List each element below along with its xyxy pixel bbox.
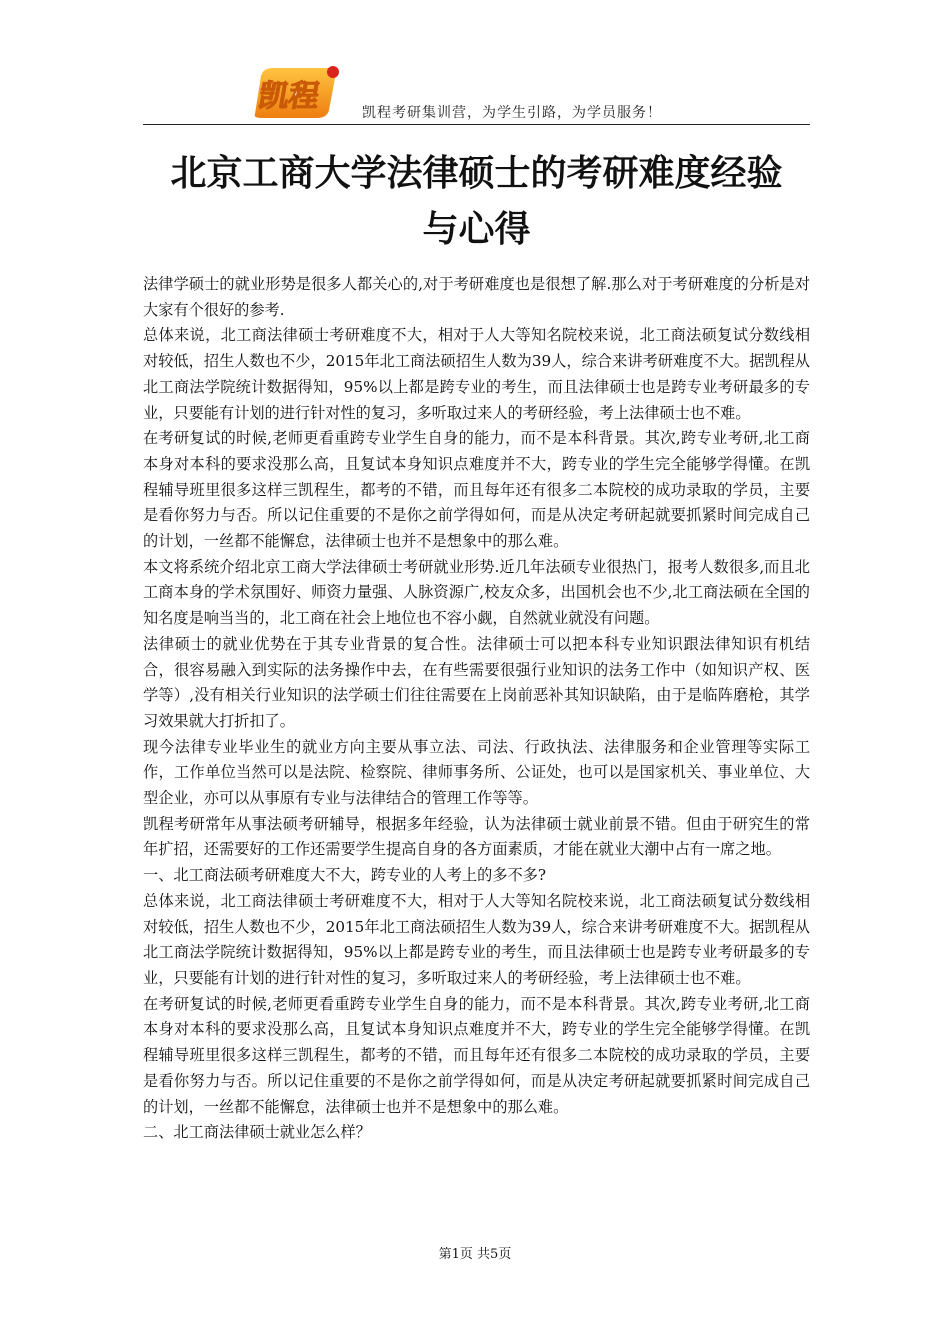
paragraph: 法律硕士的就业优势在于其专业背景的复合性。法律硕士可以把本科专业知识跟法律知识有机结合，很容易融入到实际的法务操作中去，在有些需要很强行业知识的法务工作中（如知识产权、医学等）,没有相关行业知识的法学硕士们往往需要在上岗前恶补其知识缺陷，由于是临阵磨枪，其学习效果就大打折扣了。 <box>143 634 810 730</box>
paragraph: 在考研复试的时候,老师更看重跨专业学生自身的能力，而不是本科背景。其次,跨专业考研,北工商本身对本科的要求没那么高，且复试本身知识点难度并不大，跨专业的学生完全能够学得懂。在凯程辅导班里很多这样三凯程生，都考的不错，而且每年还有很多二本院校的成功录取的学员，主要是看你努力与否。所以记住重要的不是你之前学得如何，而是从决定考研起就要抓紧时间完成自己的计划，一丝都不能懈怠，法律硕士也并不是想象中的那么难。 <box>143 994 810 1116</box>
paragraph: 本文将系统介绍北京工商大学法律硕士考研就业形势.近几年法硕专业很热门，报考人数很多,而且北工商本身的学术氛围好、师资力量强、人脉资源广,校友众多，出国机会也不少,北工商法硕在全国的知名度是响当当的，北工商在社会上地位也不容小觑，自然就业就没有问题。 <box>143 557 810 628</box>
kaicheng-logo <box>251 62 343 124</box>
page-footer <box>0 1243 950 1262</box>
paragraph: 现今法律专业毕业生的就业方向主要从事立法、司法、行政执法、法律服务和企业管理等实际工作，工作单位当然可以是法院、检察院、律师事务所、公证处，也可以是国家机关、事业单位、大型企业，亦可以从事原有专业与法律结合的管理工作等等。 <box>143 737 810 808</box>
header-divider <box>143 124 810 125</box>
paragraph: 法律学硕士的就业形势是很多人都关心的,对于考研难度也是很想了解.那么对于考研难度的分析是对大家有个很好的参考. <box>143 275 810 319</box>
paragraph: 在考研复试的时候,老师更看重跨专业学生自身的能力，而不是本科背景。其次,跨专业考研,北工商本身对本科的要求没那么高，且复试本身知识点难度并不大，跨专业的学生完全能够学得懂。在凯程辅导班里很多这样三凯程生，都考的不错，而且每年还有很多二本院校的成功录取的学员，主要是看你努力与否。所以记住重要的不是你之前学得如何，而是从决定考研起就要抓紧时间完成自己的计划，一丝都不能懈怠，法律硕士也并不是想象中的那么难。 <box>143 429 810 551</box>
logo-text: 凯程 <box>255 79 322 114</box>
page-indicator: 第1页 共5页 <box>438 1247 512 1262</box>
title-line-1: 北京工商大学法律硕士的考研难度经验 <box>170 152 783 194</box>
section-heading: 二、北工商法律硕士就业怎么样？ <box>143 1123 371 1142</box>
paragraph: 总体来说，北工商法律硕士考研难度不大，相对于人大等知名院校来说，北工商法硕复试分数线相对较低，招生人数也不少，2015年北工商法硕招生人数为39人，综合来讲考研难度不大。据凯程从北工商法学院统计数据得知，95%以上都是跨专业的考生，而且法律硕士也是跨专业考研最多的专业，只要能有计划的进行针对性的复习，多听取过来人的考研经验，考上法律硕士也不难。 <box>143 891 810 987</box>
paragraph: 总体来说，北工商法律硕士考研难度不大，相对于人大等知名院校来说，北工商法硕复试分数线相对较低，招生人数也不少，2015年北工商法硕招生人数为39人，综合来讲考研难度不大。据凯程从北工商法学院统计数据得知，95%以上都是跨专业的考生，而且法律硕士也是跨专业考研最多的专业，只要能有计划的进行针对性的复习，多听取过来人的考研经验，考上法律硕士也不难。 <box>143 326 810 422</box>
paragraph: 凯程考研常年从事法硕考研辅导，根据多年经验，认为法律硕士就业前景不错。但由于研究生的常年扩招，还需要好的工作还需要学生提高自身的各方面素质，才能在就业大潮中占有一席之地。 <box>143 814 810 859</box>
title-line-2: 与心得 <box>422 208 531 250</box>
header-tagline: 凯程考研集训营，为学生引路，为学员服务！ <box>362 105 662 121</box>
document-body <box>143 272 810 1146</box>
section-heading: 一、北工商法硕考研难度大不大，跨专业的人考上的多不多? <box>143 866 547 885</box>
document-title <box>143 145 810 257</box>
